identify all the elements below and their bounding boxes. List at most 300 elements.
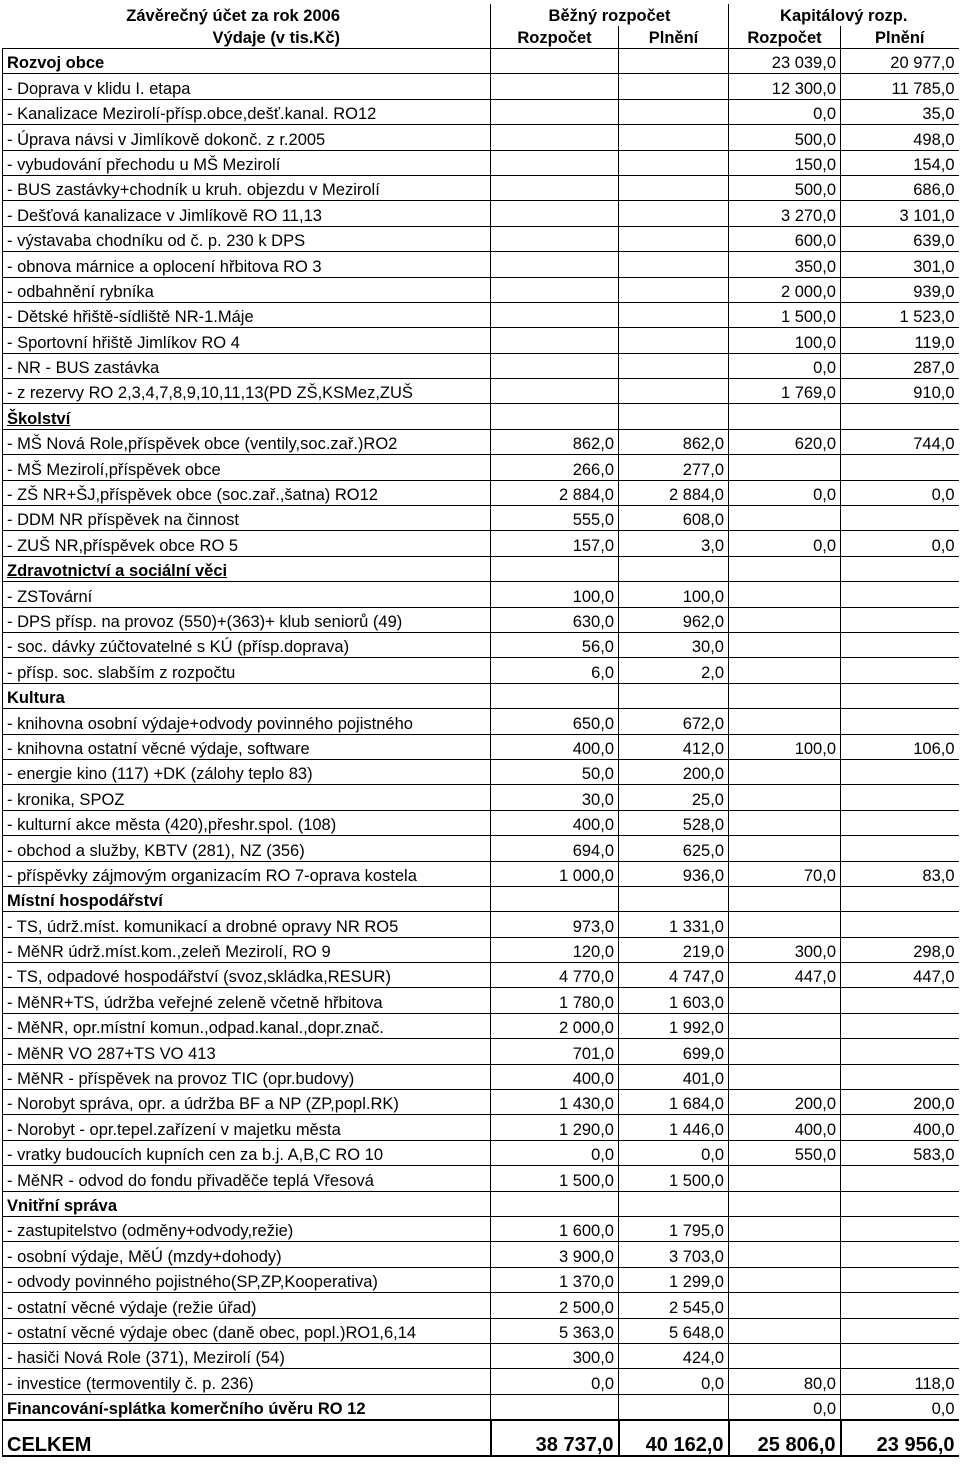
current-actual-cell: [619, 125, 729, 150]
row-label: [3, 226, 491, 251]
capital-actual-cell: [841, 683, 959, 708]
capital-budget-cell: [729, 1064, 841, 1089]
current-actual-cell: 1 795,0: [619, 1216, 729, 1241]
row-label-text: - Norobyt správa, opr. a údržba BF a NP (ZP,popl.RK): [7, 1095, 399, 1114]
table-row: [3, 1013, 959, 1038]
current-budget-cell: 1 780,0: [491, 988, 619, 1013]
capital-budget-cell: [729, 658, 841, 683]
current-actual-cell: [619, 379, 729, 404]
current-actual-cell: [619, 1394, 729, 1420]
current-actual-cell: 2 545,0: [619, 1293, 729, 1318]
row-label: [3, 74, 491, 99]
row-label-text: - MěNR VO 287+TS VO 413: [7, 1044, 216, 1063]
row-label: [3, 963, 491, 988]
section-row: [3, 49, 959, 74]
row-label: [3, 836, 491, 861]
current-budget-cell: 701,0: [491, 1039, 619, 1064]
expense-table: [2, 4, 959, 1457]
current-actual-cell: [619, 201, 729, 226]
table-row: [3, 963, 959, 988]
table-row: [3, 125, 959, 150]
capital-budget-cell: 500,0: [729, 175, 841, 200]
row-label-text: - MěNR, opr.místní komun.,odpad.kanal.,dopr.znač.: [7, 1019, 384, 1038]
table-row: [3, 912, 959, 937]
capital-budget-cell: 100,0: [729, 734, 841, 759]
table-row: [3, 759, 959, 784]
current-actual-cell: [619, 49, 729, 74]
table-row: [3, 252, 959, 277]
current-budget-cell: [491, 328, 619, 353]
row-label: [3, 1293, 491, 1318]
current-actual-cell: 30,0: [619, 632, 729, 657]
row-label: [3, 1013, 491, 1038]
row-label: [3, 328, 491, 353]
row-label-text: - TS, odpadové hospodářství (svoz,skládka,RESUR): [7, 968, 391, 987]
row-label: [3, 582, 491, 607]
capital-actual-cell: 20 977,0: [841, 49, 959, 74]
capital-budget-cell: 0,0: [729, 1394, 841, 1420]
row-label: [3, 1216, 491, 1241]
capital-actual-cell: [841, 582, 959, 607]
table-row: [3, 1267, 959, 1292]
row-label: [3, 785, 491, 810]
current-actual-cell: 1 331,0: [619, 912, 729, 937]
row-label-text: - Dětské hřiště-sídliště NR-1.Máje: [7, 308, 254, 327]
row-label-text: - zastupitelstvo (odměny+odvody,režie): [7, 1222, 294, 1241]
capital-budget-cell: 447,0: [729, 963, 841, 988]
capital-budget-cell: 100,0: [729, 328, 841, 353]
current-budget-cell: [491, 556, 619, 581]
row-label-text: - BUS zastávky+chodník u kruh. objezdu v Mezirolí: [7, 181, 380, 200]
current-budget-cell: 973,0: [491, 912, 619, 937]
table-row: [3, 480, 959, 505]
capital-budget-cell: 0,0: [729, 353, 841, 378]
row-label-text: Financování-splátka komerčního úvěru RO 12: [7, 1400, 366, 1419]
row-label: [3, 937, 491, 962]
capital-actual-cell: 287,0: [841, 353, 959, 378]
capital-budget-cell: 80,0: [729, 1369, 841, 1394]
current-actual-cell: [619, 252, 729, 277]
current-budget-cell: 6,0: [491, 658, 619, 683]
capital-actual-cell: [841, 988, 959, 1013]
current-budget-cell: [491, 150, 619, 175]
row-label: [3, 1242, 491, 1267]
header-row-2: [3, 26, 959, 49]
row-label-text: - ostatní věcné výdaje obec (daně obec, popl.)RO1,6,14: [7, 1323, 417, 1342]
current-actual-cell: 5 648,0: [619, 1318, 729, 1343]
row-label: [3, 99, 491, 124]
table-row: [3, 1090, 959, 1115]
row-label-text: - přísp. soc. slabším z rozpočtu: [7, 663, 236, 682]
current-actual-cell: [619, 404, 729, 429]
capital-actual-cell: 3 101,0: [841, 201, 959, 226]
capital-actual-cell: 583,0: [841, 1140, 959, 1165]
section-row: [3, 404, 959, 429]
capital-actual-cell: 686,0: [841, 175, 959, 200]
report-subtitle: Výdaje (v tis.Kč): [3, 26, 491, 49]
capital-actual-cell: 0,0: [841, 1394, 959, 1420]
capital-actual-cell: [841, 506, 959, 531]
table-row: [3, 785, 959, 810]
current-actual-cell: 936,0: [619, 861, 729, 886]
col-header-capital-actual: Plnění: [841, 26, 959, 49]
table-row: [3, 1343, 959, 1368]
current-budget-cell: [491, 175, 619, 200]
capital-budget-cell: 0,0: [729, 531, 841, 556]
row-label-text: - obnova márnice a oplocení hřbitova RO 3: [7, 257, 322, 276]
current-budget-cell: 650,0: [491, 709, 619, 734]
current-actual-cell: [619, 1191, 729, 1216]
table-row: [3, 150, 959, 175]
row-label-text: - odvody povinného pojistného(SP,ZP,Kooperativa): [7, 1273, 378, 1292]
row-label: [3, 480, 491, 505]
capital-actual-cell: 119,0: [841, 328, 959, 353]
current-budget-cell: 3 900,0: [491, 1242, 619, 1267]
row-label: [3, 1090, 491, 1115]
capital-actual-cell: 106,0: [841, 734, 959, 759]
current-budget-cell: [491, 379, 619, 404]
current-actual-cell: [619, 328, 729, 353]
table-row: [3, 1216, 959, 1241]
capital-actual-cell: [841, 886, 959, 911]
capital-actual-cell: [841, 1242, 959, 1267]
row-label: [3, 1343, 491, 1368]
current-budget-cell: 266,0: [491, 455, 619, 480]
current-actual-cell: 608,0: [619, 506, 729, 531]
capital-actual-cell: [841, 1166, 959, 1191]
current-budget-cell: 1 000,0: [491, 861, 619, 886]
row-label-text: - Doprava v klidu I. etapa: [7, 79, 191, 98]
capital-budget-cell: [729, 506, 841, 531]
capital-actual-cell: [841, 810, 959, 835]
row-label: [3, 658, 491, 683]
current-actual-cell: 25,0: [619, 785, 729, 810]
current-actual-cell: 672,0: [619, 709, 729, 734]
current-actual-cell: 0,0: [619, 1140, 729, 1165]
row-label: [3, 1166, 491, 1191]
capital-budget-cell: 600,0: [729, 226, 841, 251]
col-header-budget: Rozpočet: [491, 26, 619, 49]
current-actual-cell: 100,0: [619, 582, 729, 607]
current-budget-cell: 100,0: [491, 582, 619, 607]
capital-budget-cell: 550,0: [729, 1140, 841, 1165]
row-label: [3, 1191, 491, 1216]
row-label: [3, 988, 491, 1013]
row-label: [3, 1115, 491, 1140]
table-row: [3, 1115, 959, 1140]
capital-budget-cell: [729, 1318, 841, 1343]
capital-budget-cell: 150,0: [729, 150, 841, 175]
current-budget-cell: 2 000,0: [491, 1013, 619, 1038]
total-capital-budget: 25 806,0: [729, 1420, 841, 1456]
capital-actual-cell: 400,0: [841, 1115, 959, 1140]
table-row: [3, 506, 959, 531]
capital-actual-cell: [841, 607, 959, 632]
capital-actual-cell: [841, 785, 959, 810]
row-label-text: - Úprava návsi v Jimlíkově dokonč. z r.2005: [7, 130, 326, 149]
row-label-text: - kronika, SPOZ: [7, 790, 125, 809]
table-row: [3, 302, 959, 327]
current-actual-cell: 1 992,0: [619, 1013, 729, 1038]
capital-budget-cell: 1 769,0: [729, 379, 841, 404]
table-row: [3, 734, 959, 759]
table-row: [3, 810, 959, 835]
row-label-text: - ZUŠ NR,příspěvek obce RO 5: [7, 536, 239, 555]
row-label-text: - MŠ Nová Role,příspěvek obce (ventily,soc.zař.)RO2: [7, 435, 398, 454]
table-row: [3, 201, 959, 226]
capital-actual-cell: [841, 1318, 959, 1343]
table-row: [3, 1369, 959, 1394]
section-row: [3, 886, 959, 911]
capital-budget-cell: [729, 759, 841, 784]
row-label-text: - Dešťová kanalizace v Jimlíkově RO 11,13: [7, 206, 322, 225]
current-budget-cell: 4 770,0: [491, 963, 619, 988]
row-label-text: - ZŠ NR+ŠJ,příspěvek obce (soc.zař.,šatna) RO12: [7, 486, 378, 505]
current-actual-cell: [619, 150, 729, 175]
row-label: [3, 201, 491, 226]
capital-budget-cell: 400,0: [729, 1115, 841, 1140]
capital-budget-cell: 620,0: [729, 429, 841, 454]
capital-budget-cell: [729, 912, 841, 937]
current-actual-cell: 699,0: [619, 1039, 729, 1064]
table-row: [3, 226, 959, 251]
section-row: [3, 683, 959, 708]
row-label-text: - obchod a služby, KBTV (281), NZ (356): [7, 841, 305, 860]
capital-actual-cell: 639,0: [841, 226, 959, 251]
row-label: [3, 759, 491, 784]
capital-actual-cell: 939,0: [841, 277, 959, 302]
current-actual-cell: 1 500,0: [619, 1166, 729, 1191]
row-label: [3, 1267, 491, 1292]
row-label-text: - ostatní věcné výdaje (režie úřad): [7, 1298, 257, 1317]
capital-actual-cell: [841, 1039, 959, 1064]
table-row: [3, 531, 959, 556]
row-label-text: Zdravotnictví a sociální věci: [7, 562, 228, 581]
table-row: [3, 74, 959, 99]
current-actual-cell: 412,0: [619, 734, 729, 759]
current-budget-cell: 400,0: [491, 810, 619, 835]
capital-budget-cell: 23 039,0: [729, 49, 841, 74]
total-budget: 38 737,0: [491, 1420, 619, 1456]
capital-budget-cell: [729, 1166, 841, 1191]
header-row-1: [3, 4, 959, 26]
table-row: [3, 1064, 959, 1089]
row-label: [3, 302, 491, 327]
group-current-budget: Běžný rozpočet: [491, 4, 729, 26]
current-actual-cell: 1 684,0: [619, 1090, 729, 1115]
capital-budget-cell: 350,0: [729, 252, 841, 277]
row-label-text: - DPS přísp. na provoz (550)+(363)+ klub seniorů (49): [7, 612, 403, 631]
row-label: [3, 252, 491, 277]
row-label-text: Místní hospodářství: [7, 892, 163, 911]
row-label: [3, 607, 491, 632]
capital-actual-cell: 154,0: [841, 150, 959, 175]
current-actual-cell: 528,0: [619, 810, 729, 835]
capital-budget-cell: [729, 810, 841, 835]
row-label: [3, 175, 491, 200]
capital-actual-cell: [841, 912, 959, 937]
current-budget-cell: [491, 277, 619, 302]
capital-actual-cell: 910,0: [841, 379, 959, 404]
row-label-text: - investice (termoventily č. p. 236): [7, 1374, 254, 1393]
capital-actual-cell: [841, 1216, 959, 1241]
row-label: [3, 455, 491, 480]
current-budget-cell: 400,0: [491, 1064, 619, 1089]
table-row: [3, 1293, 959, 1318]
capital-actual-cell: 744,0: [841, 429, 959, 454]
row-label-text: Rozvoj obce: [7, 54, 105, 73]
capital-actual-cell: [841, 1191, 959, 1216]
current-budget-cell: 5 363,0: [491, 1318, 619, 1343]
table-row: [3, 455, 959, 480]
row-label-text: - příspěvky zájmovým organizacím RO 7-oprava kostela: [7, 866, 417, 885]
row-label-text: - Sportovní hřiště Jimlíkov RO 4: [7, 333, 240, 352]
row-label-text: - MŠ Mezirolí,příspěvek obce: [7, 460, 221, 479]
capital-actual-cell: [841, 1013, 959, 1038]
row-label: [3, 49, 491, 74]
capital-budget-cell: [729, 709, 841, 734]
capital-budget-cell: [729, 836, 841, 861]
capital-actual-cell: [841, 1064, 959, 1089]
current-budget-cell: [491, 201, 619, 226]
current-actual-cell: 1 603,0: [619, 988, 729, 1013]
table-row: [3, 1318, 959, 1343]
capital-budget-cell: [729, 988, 841, 1013]
capital-actual-cell: 83,0: [841, 861, 959, 886]
total-label: CELKEM: [3, 1420, 491, 1456]
row-label-text: - ZSTovární: [7, 587, 93, 606]
capital-actual-cell: 0,0: [841, 480, 959, 505]
current-actual-cell: [619, 353, 729, 378]
capital-actual-cell: [841, 709, 959, 734]
current-actual-cell: 0,0: [619, 1369, 729, 1394]
capital-budget-cell: 200,0: [729, 1090, 841, 1115]
capital-budget-cell: [729, 455, 841, 480]
row-label: [3, 1140, 491, 1165]
row-label: [3, 861, 491, 886]
row-label-text: - kulturní akce města (420),přeshr.spol. (108): [7, 816, 337, 835]
table-row: [3, 937, 959, 962]
row-label-text: - osobní výdaje, MěÚ (mzdy+dohody): [7, 1247, 282, 1266]
capital-budget-cell: [729, 1267, 841, 1292]
current-budget-cell: [491, 683, 619, 708]
row-label: [3, 277, 491, 302]
current-budget-cell: 694,0: [491, 836, 619, 861]
row-label-text: - Kanalizace Mezirolí-přísp.obce,dešť.kanal. RO12: [7, 105, 377, 124]
current-actual-cell: 1 446,0: [619, 1115, 729, 1140]
current-budget-cell: [491, 99, 619, 124]
current-budget-cell: 400,0: [491, 734, 619, 759]
capital-actual-cell: [841, 836, 959, 861]
table-row: [3, 99, 959, 124]
row-label-text: - NR - BUS zastávka: [7, 359, 160, 378]
row-label-text: - vybudování přechodu u MŠ Mezirolí: [7, 155, 281, 174]
capital-actual-cell: [841, 556, 959, 581]
current-budget-cell: [491, 49, 619, 74]
current-actual-cell: 625,0: [619, 836, 729, 861]
table-row: [3, 988, 959, 1013]
current-budget-cell: [491, 1394, 619, 1420]
capital-budget-cell: [729, 785, 841, 810]
capital-budget-cell: [729, 683, 841, 708]
capital-actual-cell: [841, 1343, 959, 1368]
row-label-text: - odbahnění rybníka: [7, 282, 154, 301]
col-header-capital-budget: Rozpočet: [729, 26, 841, 49]
capital-budget-cell: [729, 1013, 841, 1038]
table-row: [3, 1242, 959, 1267]
current-budget-cell: 1 430,0: [491, 1090, 619, 1115]
current-budget-cell: [491, 226, 619, 251]
capital-actual-cell: [841, 759, 959, 784]
table-row: [3, 582, 959, 607]
capital-actual-cell: 1 523,0: [841, 302, 959, 327]
capital-budget-cell: 70,0: [729, 861, 841, 886]
capital-actual-cell: [841, 1267, 959, 1292]
capital-budget-cell: [729, 632, 841, 657]
row-label: [3, 1064, 491, 1089]
current-actual-cell: 401,0: [619, 1064, 729, 1089]
capital-actual-cell: 35,0: [841, 99, 959, 124]
row-label-text: - hasiči Nová Role (371), Mezirolí (54): [7, 1349, 285, 1368]
capital-budget-cell: [729, 1039, 841, 1064]
capital-budget-cell: [729, 1216, 841, 1241]
current-budget-cell: 56,0: [491, 632, 619, 657]
row-label: [3, 556, 491, 581]
row-label: [3, 1369, 491, 1394]
table-row: [3, 175, 959, 200]
current-budget-cell: [491, 302, 619, 327]
row-label-text: Kultura: [7, 689, 65, 708]
current-actual-cell: [619, 302, 729, 327]
current-actual-cell: 862,0: [619, 429, 729, 454]
row-label-text: - soc. dávky zúčtovatelné s KÚ (přísp.doprava): [7, 638, 350, 657]
current-actual-cell: [619, 175, 729, 200]
current-actual-cell: 277,0: [619, 455, 729, 480]
table-row: [3, 632, 959, 657]
table-row: [3, 429, 959, 454]
table-row: [3, 1140, 959, 1165]
capital-actual-cell: [841, 1293, 959, 1318]
current-actual-cell: [619, 99, 729, 124]
row-label: [3, 379, 491, 404]
row-label: [3, 429, 491, 454]
row-label-text: - MěNR údrž.míst.kom.,zeleň Mezirolí, RO 9: [7, 943, 331, 962]
row-label: [3, 632, 491, 657]
current-budget-cell: 1 500,0: [491, 1166, 619, 1191]
table-row: [3, 1039, 959, 1064]
row-label: [3, 1318, 491, 1343]
capital-budget-cell: 0,0: [729, 480, 841, 505]
capital-budget-cell: 1 500,0: [729, 302, 841, 327]
current-actual-cell: 2 884,0: [619, 480, 729, 505]
total-capital-actual: 23 956,0: [841, 1420, 959, 1456]
capital-actual-cell: 11 785,0: [841, 74, 959, 99]
current-budget-cell: [491, 125, 619, 150]
table-row: [3, 328, 959, 353]
current-actual-cell: 3 703,0: [619, 1242, 729, 1267]
row-label: [3, 531, 491, 556]
row-label: [3, 734, 491, 759]
current-actual-cell: 3,0: [619, 531, 729, 556]
current-budget-cell: 1 600,0: [491, 1216, 619, 1241]
current-budget-cell: 2 884,0: [491, 480, 619, 505]
capital-actual-cell: 200,0: [841, 1090, 959, 1115]
row-label: [3, 150, 491, 175]
current-budget-cell: 2 500,0: [491, 1293, 619, 1318]
current-budget-cell: 1 290,0: [491, 1115, 619, 1140]
current-budget-cell: [491, 1191, 619, 1216]
current-actual-cell: 4 747,0: [619, 963, 729, 988]
